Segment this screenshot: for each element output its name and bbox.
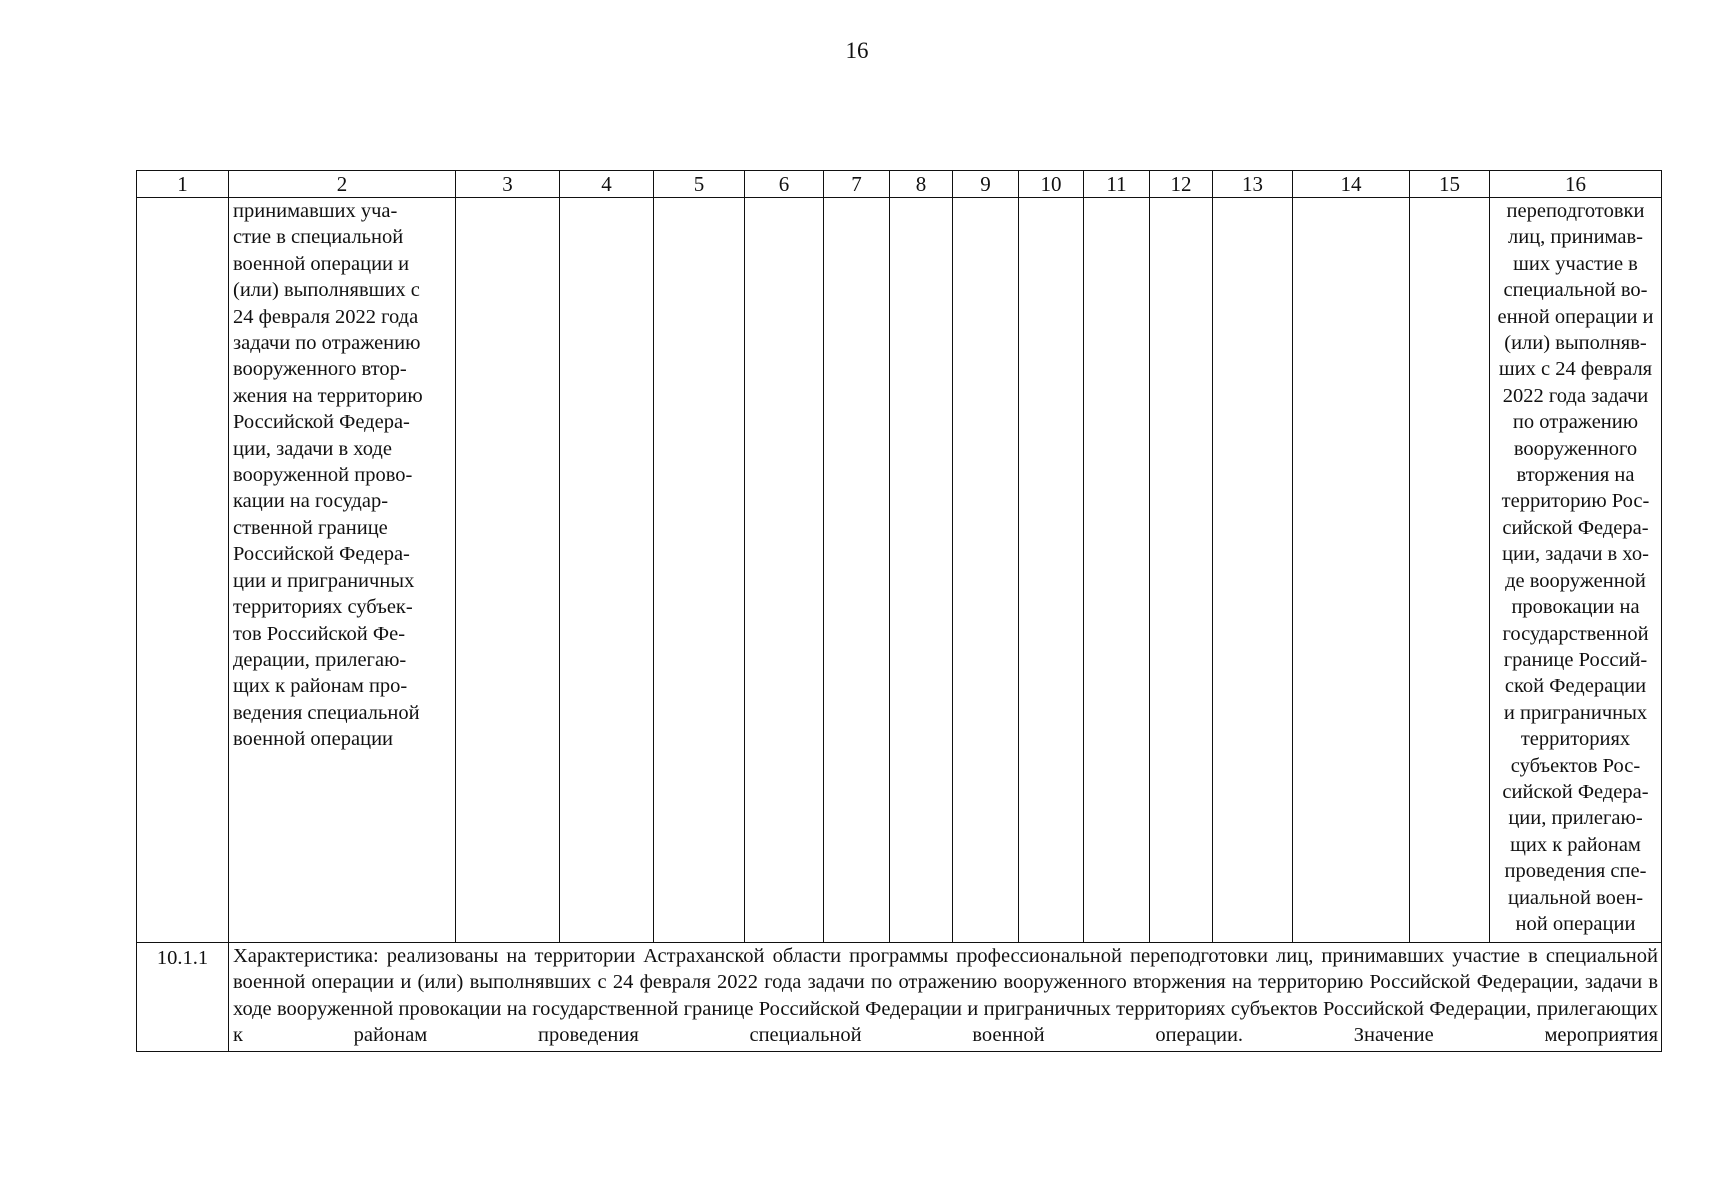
cell-col-8 [890,198,953,943]
cell-col-15 [1410,198,1490,943]
header-cell-2: 2 [229,171,456,198]
cell-col-10 [1019,198,1084,943]
cell-col-6 [745,198,824,943]
header-cell-9: 9 [953,171,1019,198]
cell-col-4 [560,198,654,943]
header-cell-15: 15 [1410,171,1490,198]
header-cell-5: 5 [654,171,745,198]
measures-table [136,170,1662,1052]
header-row [137,171,1662,198]
cell-col-2 [229,198,456,943]
cell-col-9 [953,198,1019,943]
cell-col-12 [1150,198,1213,943]
cell-col-7 [824,198,890,943]
continuation-row [137,198,1662,943]
cell-col-5 [654,198,745,943]
item-number: 10.1.1 [137,943,229,1052]
page-number: 16 [845,38,869,63]
header-cell-10: 10 [1019,171,1084,198]
cell-col-1 [137,198,229,943]
header-cell-3: 3 [456,171,560,198]
header-cell-4: 4 [560,171,654,198]
header-cell-14: 14 [1293,171,1410,198]
cell-col-11 [1084,198,1150,943]
cell-col-13 [1213,198,1293,943]
header-cell-16: 16 [1490,171,1662,198]
header-cell-6: 6 [745,171,824,198]
cell-col-14 [1293,198,1410,943]
participants-description: принимавших уча- стие в специальной военной операции и (или) выполнявших с 24 февраля 2022 года задачи по отражению вооруженного втор- жения на территорию Российской Федера- ции, задачи в ходе вооруженной прово- кации на государ- ственной границе Российской Федера- ции и приграничных территориях субъек- тов Российской Фе- дерации, прилегаю- щих к районам про- ведения специальной военной операции [233,200,423,751]
header-cell-7: 7 [824,171,890,198]
header-cell-13: 13 [1213,171,1293,198]
header-cell-12: 12 [1150,171,1213,198]
header-cell-1: 1 [137,171,229,198]
header-cell-11: 11 [1084,171,1150,198]
header-cell-8: 8 [890,171,953,198]
cell-col-16 [1490,198,1662,943]
characteristic-row [137,943,1662,1052]
cell-col-3 [456,198,560,943]
characteristic-text: Характеристика: реализованы на территории Астраханской области программы профессиональной переподготовки лиц, принимавших участие в специальной военной операции и (или) выполнявших с 24 февраля 2022 года задачи по отражению вооруженного вторжения на территорию Российской Федерации, задачи в ходе вооруженной провокации на государственной границе Российской Федерации и приграничных территориях субъектов Российской Федерации, прилегающих к районам проведения специальной военной операции. Значение мероприятия [229,943,1662,1052]
retraining-description: переподготовки лиц, принимав- ших участие в специальной во- енной операции и (или) выполняв- ших с 24 февраля 2022 года задачи по отражению вооруженного вторжения на территорию Рос- сийской Федера- ции, задачи в хо- де вооруженной провокации на государственной границе Россий- ской Федерации и приграничных территориях субъектов Рос- сийской Федера- ции, прилегаю- щих к районам проведения спе- циальной воен- ной операции [1497,200,1654,935]
